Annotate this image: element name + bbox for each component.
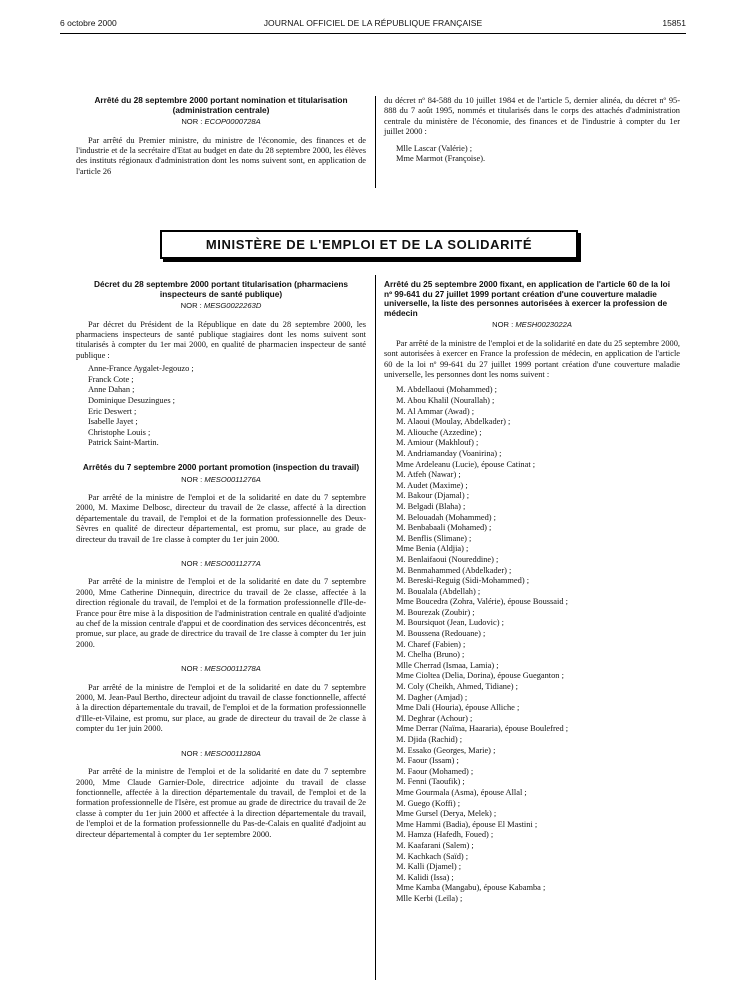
list-item: M. Dagher (Amjad) ;	[396, 692, 468, 702]
nor-label: NOR :	[181, 664, 205, 674]
header-date: 6 octobre 2000	[60, 18, 117, 28]
list-item: M. Benmahammed (Abdelkader) ;	[396, 565, 512, 575]
pharmacist-list	[88, 364, 366, 449]
list-item: Mme Ardeleanu (Lucie), épouse Catinat ;	[396, 459, 536, 469]
left-column	[76, 280, 366, 840]
list-item: Patrick Saint-Martin.	[88, 438, 159, 448]
list-item: M. Belgadi (Blaha) ;	[396, 501, 466, 511]
list-item: M. Boussena (Redouane) ;	[396, 629, 486, 639]
list-item: Mme Kamba (Mangabu), épouse Kabamba ;	[396, 883, 546, 893]
list-item: Mme Boucedra (Zohra, Valérie), épouse Boussaid ;	[396, 597, 568, 607]
list-item: M. Coly (Cheikh, Ahmed, Tidiane) ;	[396, 682, 518, 692]
list-item: M. Boursiquot (Jean, Ludovic) ;	[396, 618, 504, 628]
nor-code: MESH0023022A	[515, 320, 572, 330]
list-item: M. Bakour (Djamal) ;	[396, 491, 470, 501]
list-item: M. Benflis (Slimane) ;	[396, 533, 472, 543]
nor-reference	[76, 475, 366, 485]
list-item: M. Boualala (Abdellah) ;	[396, 586, 481, 596]
arrete-body: Par arrêté de la ministre de l'emploi et de la solidarité en date du 7 septembre 2000, Mme Claude Garnier-Dole, directrice adjointe du travail de classe fonctionnelle, affectée à la direction départementale du travail, de l'emploi et de la formation professionnelle de l'Isère, est promue au grade de directrice du travail de 2e classe à compter du 1er juin 2000 et affectée à la direction départementale du travail, de l'emploi et de la formation professionnelle du Pas-de-Calais en qualité d'adjoint au directeur départemental à compter du 1er septembre 2000.	[76, 767, 366, 839]
nor-label: NOR :	[492, 320, 516, 330]
list-item: Mlle Cherrad (Ismaa, Lamia) ;	[396, 660, 499, 670]
nor-label: NOR :	[181, 748, 205, 758]
list-item: Mme Derrar (Naïma, Haararia), épouse Boulefred ;	[396, 724, 569, 734]
nor-label: NOR :	[181, 117, 205, 127]
list-item: Mme Dali (Houria), épouse Alliche ;	[396, 703, 520, 713]
list-item: Anne Dahan ;	[88, 385, 135, 395]
list-item: M. Charef (Fabien) ;	[396, 639, 466, 649]
arrete-body: Par arrêté de la ministre de l'emploi et de la solidarité en date du 7 septembre 2000, M. Maxime Delbosc, directeur du travail de 2e classe, affecté à la direction départementale du travail, de l'emploi et de la formation professionnelle des Deux-Sèvres en qualité de directeur départemental, est promu, sur place, au grade de directeur du travail de 1re classe à compter du 1er juin 2000.	[76, 492, 366, 544]
list-item: M. Atfeh (Nawar) ;	[396, 470, 461, 480]
list-item: M. Kalidi (Issa) ;	[396, 872, 454, 882]
nor-reference	[76, 749, 366, 759]
list-item: M. Hamza (Hafedh, Foued) ;	[396, 830, 494, 840]
right-column	[384, 280, 680, 905]
list-item: M. Faour (Issam) ;	[396, 756, 459, 766]
nor-code: MESO0011278A	[204, 664, 261, 674]
nor-reference	[76, 117, 366, 127]
list-item: M. Fenni (Taoufik) ;	[396, 777, 465, 787]
name-list	[396, 144, 680, 165]
arretes-title: Arrêtés du 7 septembre 2000 portant promotion (inspection du travail)	[82, 461, 360, 472]
list-item: M. Amiour (Makhlouf) ;	[396, 438, 479, 448]
list-item: M. Benlaifaoui (Noureddine) ;	[396, 554, 499, 564]
header-journal-title: JOURNAL OFFICIEL DE LA RÉPUBLIQUE FRANÇAISE	[263, 18, 483, 28]
arrete-medecin-title: Arrêté du 25 septembre 2000 fixant, en application de l'article 60 de la loi nº 99-641 du 27 juillet 1999 portant création d'une couverture maladie universelle, la liste des personnes autorisées à exercer la profession de médecin	[384, 279, 671, 318]
list-item: Anne-France Aygalet-Jegouzo ;	[88, 364, 194, 374]
list-item: M. Abou Khalil (Nourallah) ;	[396, 396, 495, 405]
list-item: M. Kachkach (Saïd) ;	[396, 851, 469, 861]
list-item: Mme Gursel (Derya, Melek) ;	[396, 809, 497, 819]
top-left-article	[76, 96, 366, 177]
list-item: M. Bereski-Reguig (Sidi-Mohammed) ;	[396, 576, 530, 586]
nor-reference	[384, 320, 680, 330]
arrete-body: Par arrêté de la ministre de l'emploi et de la solidarité en date du 7 septembre 2000, M. Jean-Paul Bertho, directeur adjoint du travail de classe fonctionnelle, affecté à la direction départementale du travail, de l'emploi et de la formation professionnelle d'Ille-et-Vilaine, est promu, sur place, au grade de directeur du travail de 2e classe à compter du 1er juin 2000.	[76, 682, 366, 734]
list-item: M. Aliouche (Azzedine) ;	[396, 427, 482, 437]
page-header	[60, 18, 686, 32]
nor-code: MESG0022263D	[203, 301, 262, 311]
nor-code: MESO0011277A	[204, 559, 261, 568]
article-title: Arrêté du 28 septembre 2000 portant nomination et titularisation (administration centrale)	[94, 95, 348, 115]
arrete-medecin-body: Par arrêté de la ministre de l'emploi et de la solidarité en date du 25 septembre 2000, sont autorisées à exercer en France la profession de médecin, en application de l'article 60 de la loi nº 99-641 du 27 juillet 1999 portant création d'une couverture maladie universelle, les personnes dont les noms suivent :	[384, 338, 680, 379]
list-item: M. Audet (Maxime) ;	[396, 480, 468, 490]
nor-code: MESO0011276A	[204, 474, 261, 484]
list-item: Eric Deswert ;	[88, 406, 137, 416]
list-item: M. Djida (Rachid) ;	[396, 735, 463, 744]
list-item: Christophe Louis ;	[88, 427, 151, 437]
list-item: M. Alaoui (Moulay, Abdelkader) ;	[396, 417, 511, 427]
list-item: M. Faour (Mohamed) ;	[396, 766, 474, 776]
list-item: M. Benbabaali (Mohamed) ;	[396, 523, 492, 533]
nor-code: MESO0011280A	[204, 748, 261, 758]
list-item: M. Bourezak (Zoubir) ;	[396, 607, 475, 617]
list-item: Mme Hammi (Badia), épouse El Mastini ;	[396, 819, 538, 829]
list-item: M. Kalli (Djamel) ;	[396, 862, 462, 872]
nor-reference	[76, 559, 366, 569]
nor-label: NOR :	[181, 559, 205, 568]
list-item: M. Essako (Georges, Marie) ;	[396, 745, 496, 755]
list-item: Dominique Desuzingues ;	[88, 396, 175, 405]
list-item: Mme Gourmala (Asma), épouse Allal ;	[396, 787, 527, 797]
list-item: M. Belouadah (Mohammed) ;	[396, 512, 497, 522]
ministry-banner: MINISTÈRE DE L'EMPLOI ET DE LA SOLIDARITÉ	[160, 230, 578, 259]
list-item: Mme Marmot (Françoise).	[396, 154, 486, 164]
list-item: Mme Cioltea (Delia, Dorina), épouse Gueganton ;	[396, 671, 564, 681]
header-page-number: 15851	[662, 18, 686, 28]
doctor-list	[396, 385, 680, 904]
list-item: Isabelle Jayet ;	[88, 417, 138, 427]
list-item: M. Al Ammar (Awad) ;	[396, 406, 475, 416]
list-item: M. Kaafarani (Salem) ;	[396, 840, 474, 850]
list-item: M. Abdellaoui (Mohammed) ;	[396, 385, 497, 395]
decret-body: Par décret du Président de la République en date du 28 septembre 2000, les pharmaciens inspecteurs de santé publique stagiaires dont les noms suivent sont titularisés à compter du 1er mai 2000, en qualité de pharmacien inspecteur de santé publique :	[76, 319, 366, 360]
list-item: M. Chelha (Bruno) ;	[396, 650, 465, 660]
list-item: M. Deghrar (Achour) ;	[396, 713, 473, 723]
list-item: M. Guego (Koffi) ;	[396, 798, 461, 808]
nor-label: NOR :	[180, 301, 204, 311]
nor-code: ECOP0000728A	[204, 117, 261, 127]
decret-title: Décret du 28 septembre 2000 portant titularisation (pharmaciens inspecteurs de santé publique)	[93, 279, 349, 299]
list-item: Mlle Lascar (Valérie) ;	[396, 143, 473, 153]
arrete-body: Par arrêté de la ministre de l'emploi et de la solidarité en date du 7 septembre 2000, Mme Catherine Dinnequin, directrice du travail de 2e classe, affectée à la direction régionale du travail, de l'emploi et de la formation professionnelle d'Ile-de-France pour être mise à la disposition de l'administration centrale en qualité d'adjointe au chef de la mission centrale d'appui et de coordination des services déconcentrés, est promue, sur place, au grade de directrice du travail de 1re classe à compter du 1er juin 2000.	[76, 577, 366, 649]
column-divider	[375, 275, 376, 980]
nor-reference	[76, 301, 366, 311]
list-item: Mlle Kerbi (Leïla) ;	[396, 893, 463, 903]
list-item: Franck Cote ;	[88, 374, 134, 384]
list-item: Mme Benia (Aldjia) ;	[396, 544, 469, 554]
nor-reference	[76, 664, 366, 674]
list-item: M. Andriamanday (Voanirina) ;	[396, 448, 502, 458]
header-rule	[60, 33, 686, 34]
article-body-continued: du décret nº 84-588 du 10 juillet 1984 et de l'article 5, dernier alinéa, du décret nº 95-888 du 7 août 1995, nommés et titularisés dans le corps des attachés d'administration centrale du ministère de l'économie, des finances et de l'industrie à compter du 1er juillet 2000 :	[384, 96, 680, 137]
top-right-article	[384, 96, 680, 165]
nor-label: NOR :	[181, 474, 205, 484]
article-body: Par arrêté du Premier ministre, du ministre de l'économie, des finances et de l'industrie et de la secrétaire d'Etat au budget en date du 28 septembre 2000, les élèves des instituts régionaux d'administration dont les noms suivent sont, en application de l'article 26	[76, 135, 366, 176]
column-divider	[375, 96, 376, 188]
